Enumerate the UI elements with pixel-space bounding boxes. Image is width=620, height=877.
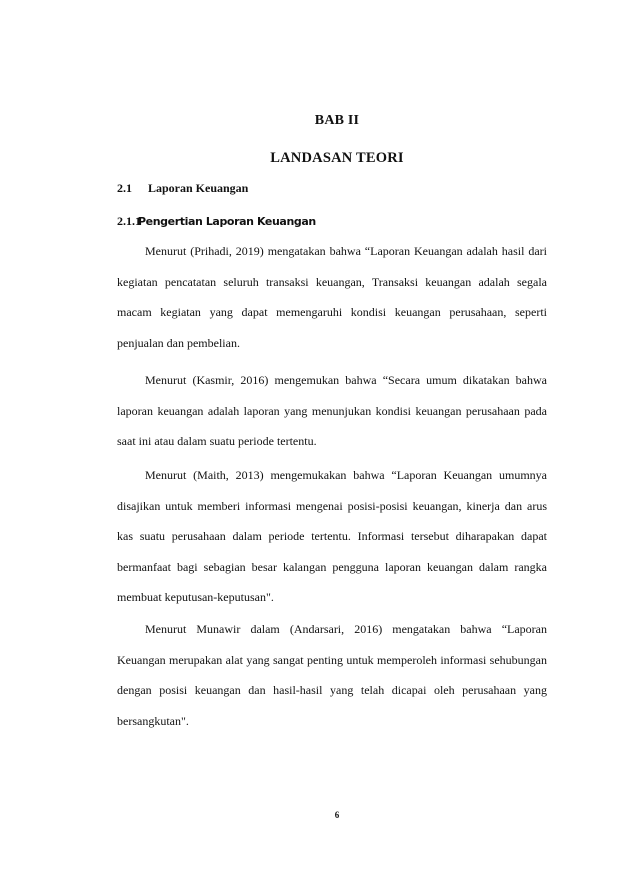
paragraph-text: Menurut (Kasmir, 2016) mengemukan bahwa “Secara umum dikatakan bahwa laporan keuangan adalah laporan yang menunjukan kondisi keuangan perusahaan pada saat ini atau dalam suatu periode tertentu. bbox=[117, 373, 547, 449]
section-number: 2.1 bbox=[117, 181, 132, 195]
paragraph-prihadi bbox=[117, 236, 547, 358]
chapter-title: LANDASAN TEORI bbox=[270, 150, 404, 166]
subsection-heading bbox=[117, 214, 316, 229]
section-title: Laporan Keuangan bbox=[148, 181, 249, 195]
paragraph-text: Menurut Munawir dalam (Andarsari, 2016) mengatakan bahwa “Laporan Keuangan merupakan alat yang sangat penting untuk memperoleh informasi sehubungan dengan posisi keuangan dan hasil-hasil yang telah dicapai oleh perusahaan yang bersangkutan". bbox=[117, 622, 547, 728]
section-heading bbox=[117, 181, 248, 196]
paragraph-text: Menurut (Prihadi, 2019) mengatakan bahwa “Laporan Keuangan adalah hasil dari kegiatan pencatatan seluruh transaksi keuangan, Transaksi keuangan adalah segala macam kegiatan yang dapat memengaruhi kondisi keuangan perusahaan, seperti penjualan dan pembelian. bbox=[117, 244, 547, 350]
subsection-number: 2.1.1 bbox=[117, 214, 141, 228]
paragraph-text: Menurut (Maith, 2013) mengemukakan bahwa “Laporan Keuangan umumnya disajikan untuk memberi informasi mengenai posisi-posisi keuangan, kinerja dan arus kas suatu perusahaan dalam periode tertentu. Informasi tersebut diharapakan dapat bermanfaat bagi sebagian besar kalangan pengguna laporan keuangan dalam rangka membuat keputusan-keputusan". bbox=[117, 468, 547, 605]
paragraph-munawir bbox=[117, 614, 547, 736]
paragraph-maith bbox=[117, 460, 547, 613]
chapter-number: BAB II bbox=[314, 113, 360, 128]
page-number: 6 bbox=[334, 810, 340, 820]
paragraph-kasmir bbox=[117, 365, 547, 457]
subsection-title: Pengertian Laporan Keuangan bbox=[138, 215, 316, 228]
